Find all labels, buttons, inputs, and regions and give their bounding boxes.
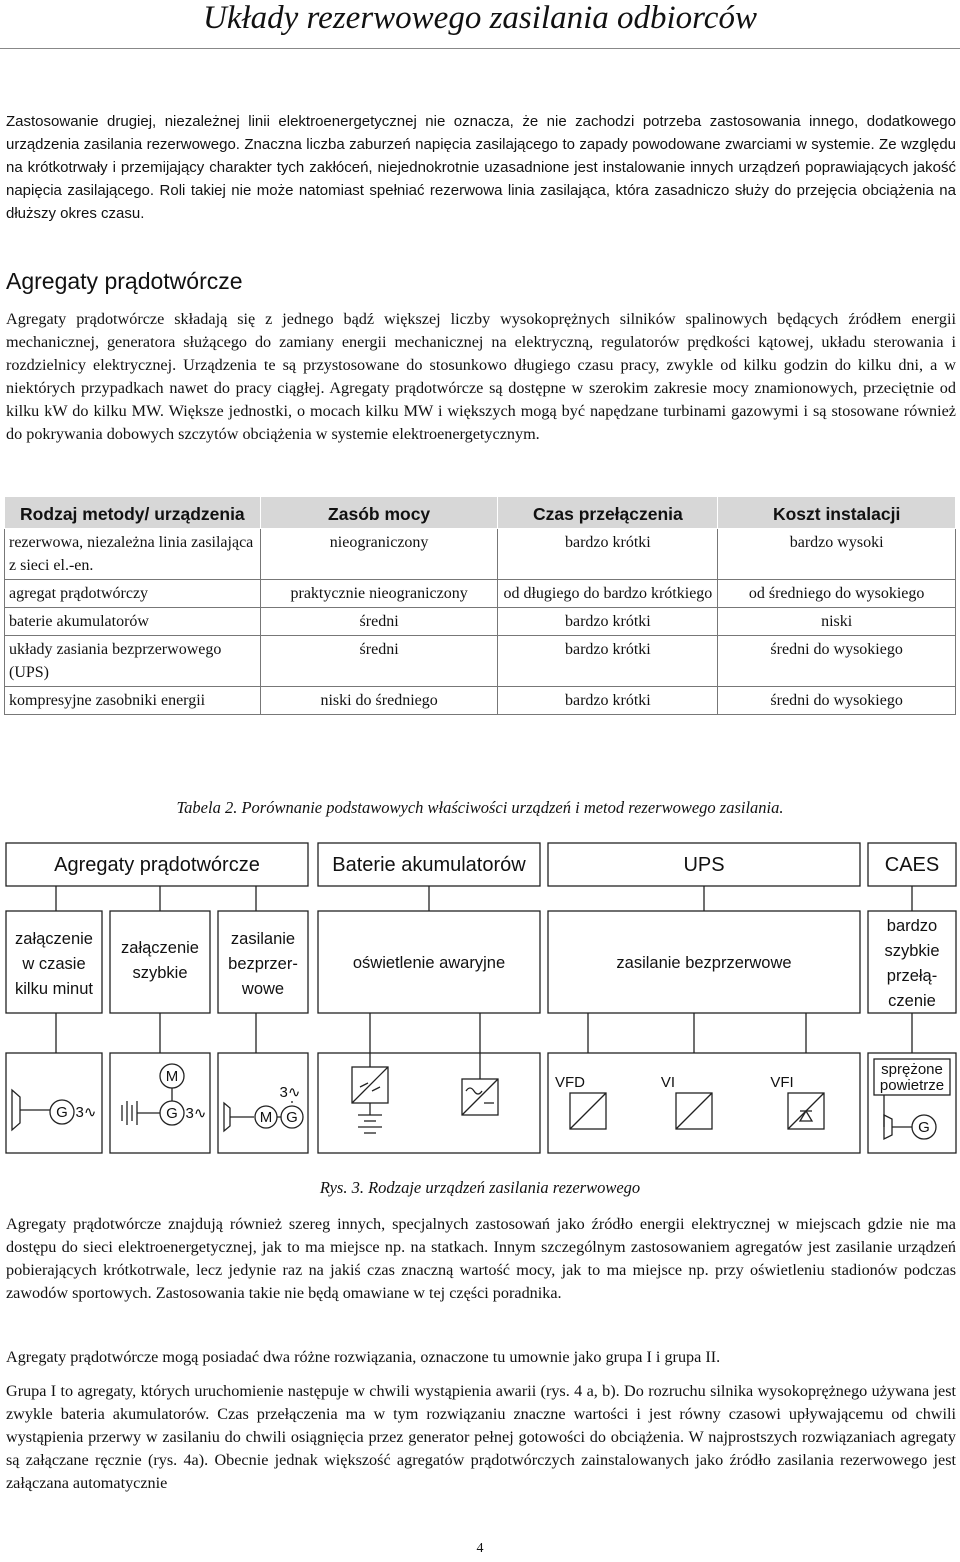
table-row xyxy=(5,529,956,580)
switch-label-line: załączenie xyxy=(15,930,93,948)
motor-symbol: M xyxy=(165,1068,179,1085)
symbol-rotary-ups xyxy=(218,1053,308,1153)
symbol-battery-lighting xyxy=(318,1053,540,1153)
page-number: 4 xyxy=(476,1541,484,1556)
table-cell: bardzo krótki xyxy=(498,529,718,580)
table-cell: średni xyxy=(260,636,498,687)
table-cell: baterie akumulatorów xyxy=(5,608,261,636)
switch-label-line: bardzo xyxy=(886,917,938,935)
table-row xyxy=(5,636,956,687)
table-cell: niski xyxy=(718,608,956,636)
paragraph-3: Agregaty prądotwórcze mogą posiadać dwa różne rozwiązania, oznaczone tu umownie jako grupa I i grupa II. xyxy=(6,1348,721,1366)
switch-label-line: oświetlenie awaryjne xyxy=(352,954,506,972)
switch-label-line: w czasie xyxy=(22,955,86,973)
table-cell: średni do wysokiego xyxy=(718,636,956,687)
table-header-cell: Koszt instalacji xyxy=(718,497,956,529)
table-cell: od średniego do wysokiego xyxy=(718,580,956,608)
vfd-label: VFD xyxy=(555,1074,585,1091)
switch-label-line: zasilanie bezprzerwowe xyxy=(616,954,792,972)
table-header-cell: Czas przełączenia xyxy=(498,497,718,529)
compressed-air-label-line: powietrze xyxy=(879,1077,945,1094)
table-cell: od długiego do bardzo krótkiego xyxy=(498,580,718,608)
ac-symbol: 3∿ xyxy=(279,1084,301,1101)
paragraph-4: Grupa I to agregaty, których uruchomienie następuje w chwili wystąpienia awarii (rys. 4 a, b). Do rozruchu silnika wysokoprężnego używana jest zwykle bateria akumulatorów. Czas przełączenia ma w tym rozwiązaniu znaczne wartości i jest równy czasowi upływającemu od chwili wystąpienia przerwy w zasilaniu do chwili osiągnięcia przez generator pełnej gotowości do obciążenia. W najprostszych rozwiązaniach agregaty są załączane ręcznie (rys. 4a). Obecnie jednak większość agregatów prądotwórczych zainstalowanych jako źródło zasilania rezerwowego jest załączana automatycznie xyxy=(6,1382,956,1492)
table-header-row xyxy=(5,497,956,529)
switch-label-line: zasilanie xyxy=(230,930,296,948)
table-caption: Tabela 2. Porównanie podstawowych właściwości urządzeń i metod rezerwowego zasilania. xyxy=(176,798,784,817)
header-batteries: Baterie akumulatorów xyxy=(332,854,526,876)
generator-symbol: G xyxy=(286,1109,298,1126)
motor-symbol: M xyxy=(259,1109,273,1126)
section-heading: Agregaty prądotwórcze xyxy=(6,268,243,294)
switch-box-fast xyxy=(110,911,210,1013)
backup-power-figure xyxy=(0,835,960,1175)
vi-label: VI xyxy=(660,1074,676,1091)
ac-symbol: 3∿ xyxy=(75,1104,97,1121)
table-cell: średni do wysokiego xyxy=(718,687,956,715)
table-cell: bardzo krótki xyxy=(498,608,718,636)
generator-symbol: G xyxy=(918,1119,930,1136)
table-cell: średni xyxy=(260,608,498,636)
compressed-air-label-line: sprężone xyxy=(881,1061,943,1078)
title-rule xyxy=(0,48,960,49)
page-title: Układy rezerwowego zasilania odbiorców xyxy=(203,0,757,36)
intro-paragraph: Zastosowanie drugiej, niezależnej linii elektroenergetycznej nie oznacza, że nie zachodzi potrzeba zastosowania innego, dodatkowego urządzenia zasilania rezerwowego. Znaczna liczba zaburzeń napięcia zasilającego to zapady powodowane zwarciami w systemie. Ze względu na krótkotrwały i przemijający charakter tych zakłóceń, niejednokrotnie uzasadnione jest instalowanie innych urządzeń poprawiających jakość napięcia zasilającego. Roli takiej nie może natomiast spełniać rezerwowa linia zasilająca, która zasadniczo służy do przejęcia obciążenia na dłuższy okres czasu. xyxy=(6,113,956,222)
table-header-cell: Rodzaj metody/ urządzenia xyxy=(5,497,261,529)
generator-symbol: G xyxy=(166,1105,178,1122)
table-cell: układy zasiania bezprzerwowego (UPS) xyxy=(5,636,261,687)
switch-label-line: wowe xyxy=(241,980,285,998)
connector-lines-top xyxy=(56,886,912,911)
comparison-table xyxy=(4,496,956,715)
table-cell: bardzo krótki xyxy=(498,687,718,715)
figure-caption: Rys. 3. Rodzaje urządzeń zasilania rezerwowego xyxy=(319,1178,641,1197)
switch-label-line: załączenie xyxy=(121,939,199,957)
vfi-label: VFI xyxy=(770,1074,794,1091)
switch-label-line: szybkie xyxy=(884,942,940,960)
table-cell: agregat prądotwórczy xyxy=(5,580,261,608)
table-cell: nieograniczony xyxy=(260,529,498,580)
table-row xyxy=(5,687,956,715)
switch-label-line: czenie xyxy=(888,992,936,1010)
table-cell: bardzo krótki xyxy=(498,636,718,687)
connector-lines-bottom xyxy=(56,1013,912,1053)
symbol-generator-set xyxy=(6,1053,102,1153)
symbol-caes xyxy=(868,1053,956,1153)
paragraph-2: Agregaty prądotwórcze znajdują również szereg innych, specjalnych zastosowań jako źródło energii elektrycznej w miejscach gdzie nie ma dostępu do sieci elektroenergetycznej, jak to ma miejsce np. na statkach. Innym szczególnym zastosowaniem agregatów jest zasilanie urządzeń pobierających krótkotrwale, lecz jedynie raz na jakiś czas znaczną wartość mocy, jak to ma miejsce np. przy oświetleniu stadionów podczas zawodów sportowych. Zastosowania takie nie będą omawiane w tej części poradnika. xyxy=(6,1215,956,1302)
ac-symbol: 3∿ xyxy=(185,1105,207,1122)
table-cell: bardzo wysoki xyxy=(718,529,956,580)
switch-label-line: szybkie xyxy=(132,964,188,982)
symbol-ups-types xyxy=(548,1053,860,1153)
table-cell: praktycznie nieograniczony xyxy=(260,580,498,608)
table-row xyxy=(5,608,956,636)
table-cell: rezerwowa, niezależna linia zasilająca z sieci el.-en. xyxy=(5,529,261,580)
table-header-cell: Zasób mocy xyxy=(260,497,498,529)
paragraph-1: Agregaty prądotwórcze składają się z jednego bądź większej liczby wysokoprężnych silników spalinowych będących źródłem energii mechanicznej, generatora służącego do zamiany energii mechanicznej na elektryczną, regulatorów prędkości kątowej, układu sterowania i rozdzielnicy elektrycznej. Urządzenia te są przystosowane do stosunkowo długiego czasu pracy, zwykle od kilku godzin do kilku dni, a w niektórych przypadkach nawet do pracy ciągłej. Agregaty prądotwórcze są dostępne w szerokim zakresie mocy znamionowych, przeciętnie od kilku kW do kilku MW. Większe jednostki, o mocach kilku MW i większych mogą być napędzane turbinami gazowymi i są stosowane również do pokrywania dobowych szczytów obciążenia w systemie elektroenergetycznym. xyxy=(6,310,956,443)
switch-label-line: przełą- xyxy=(886,967,938,985)
header-ups: UPS xyxy=(683,854,725,876)
generator-symbol: G xyxy=(56,1104,68,1121)
header-caes: CAES xyxy=(884,854,940,876)
table-cell: niski do średniego xyxy=(260,687,498,715)
switch-label-line: bezprzer- xyxy=(228,955,298,973)
header-generators: Agregaty prądotwórcze xyxy=(54,854,260,876)
switch-label-line: kilku minut xyxy=(15,980,93,998)
symbol-fast-generator xyxy=(110,1053,210,1153)
table-cell: kompresyjne zasobniki energii xyxy=(5,687,261,715)
table-row xyxy=(5,580,956,608)
